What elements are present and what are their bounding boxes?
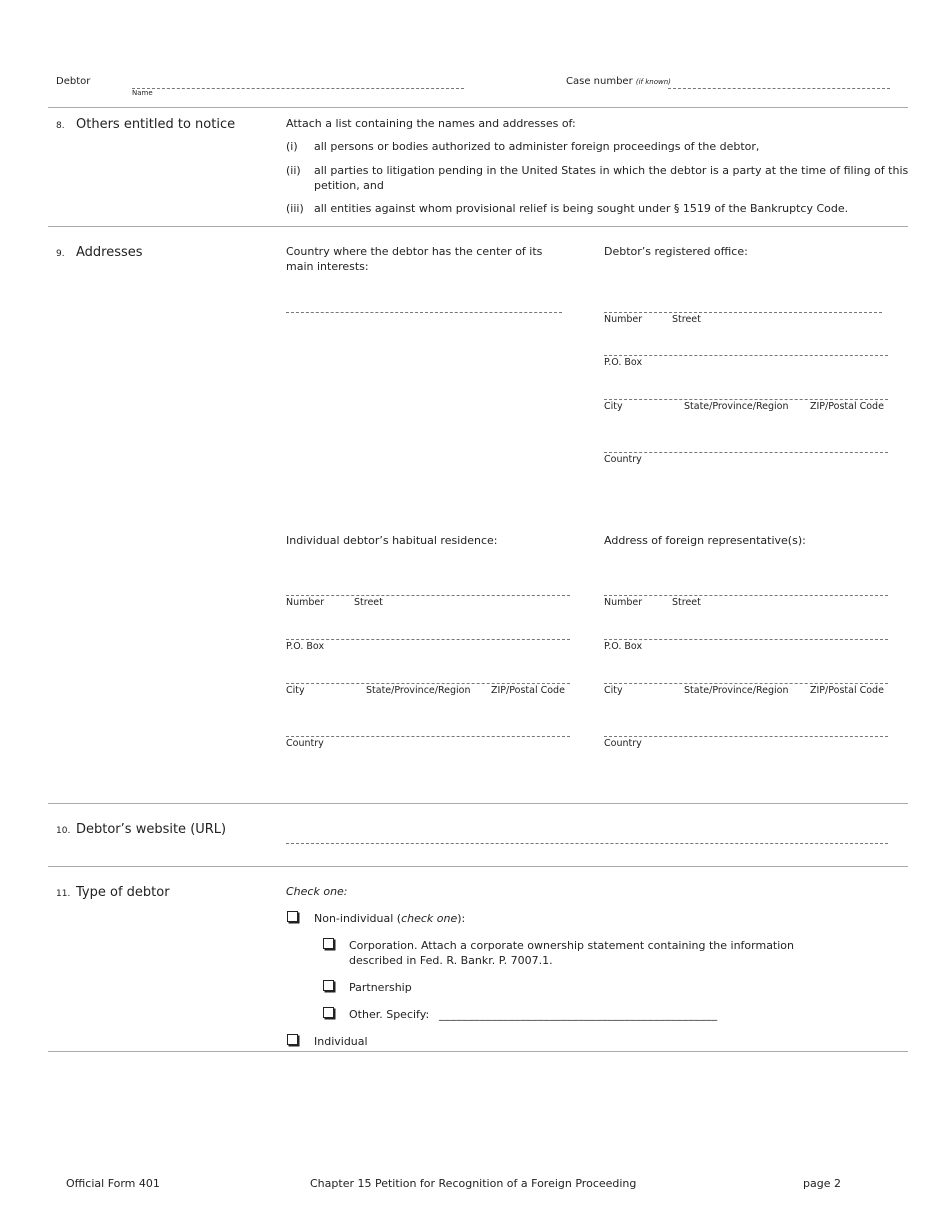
non-individual-text: Non-individual (	[314, 912, 402, 925]
registered-street-field[interactable]	[604, 312, 882, 313]
section-8-title: Others entitled to notice	[76, 117, 236, 132]
item-ii-text-line1: all parties to litigation pending in the United States in which the debtor is a party at the time of filing of this	[314, 164, 909, 177]
habitual-city-field[interactable]	[286, 683, 570, 684]
registered-zip-label: ZIP/Postal Code	[810, 401, 884, 412]
section-11-title: Type of debtor	[76, 885, 170, 900]
country-center-label-line1: Country where the debtor has the center of its	[286, 245, 543, 258]
corporation-label-line1: Corporation. Attach a corporate ownership statement containing the information	[349, 939, 795, 952]
habitual-city-label: City	[286, 685, 305, 696]
header-divider	[48, 107, 908, 108]
individual-label: Individual	[314, 1035, 368, 1048]
individual-checkbox[interactable]	[287, 1034, 298, 1045]
non-individual-label	[314, 912, 465, 925]
habitual-residence-label: Individual debtor’s habitual residence:	[286, 534, 498, 547]
case-number-text: Case number	[566, 76, 633, 87]
name-sublabel: Name	[132, 89, 153, 97]
foreign-rep-state-label: State/Province/Region	[684, 685, 789, 696]
habitual-street-field[interactable]	[286, 595, 570, 596]
item-i-marker: (i)	[286, 140, 298, 153]
country-center-label-line2: main interests:	[286, 260, 369, 273]
website-url-field[interactable]	[286, 843, 888, 844]
section-8-intro: Attach a list containing the names and addresses of:	[286, 117, 576, 130]
registered-pobox-field[interactable]	[604, 355, 888, 356]
registered-city-field[interactable]	[604, 399, 888, 400]
registered-street-label: Street	[672, 314, 701, 325]
foreign-rep-zip-label: ZIP/Postal Code	[810, 685, 884, 696]
foreign-rep-street-field[interactable]	[604, 595, 888, 596]
case-number-label	[566, 76, 671, 87]
check-one-inline: check one	[401, 912, 458, 925]
corporation-label-line2: described in Fed. R. Bankr. P. 7007.1.	[349, 954, 553, 967]
item-iii-marker: (iii)	[286, 202, 304, 215]
other-specify-field[interactable]: ________________________________________________	[439, 1008, 718, 1021]
foreign-rep-label: Address of foreign representative(s):	[604, 534, 806, 547]
habitual-country-label: Country	[286, 738, 324, 749]
debtor-label: Debtor	[56, 76, 91, 87]
registered-office-label: Debtor’s registered office:	[604, 245, 748, 258]
footer-form-title: Chapter 15 Petition for Recognition of a Foreign Proceeding	[310, 1177, 637, 1190]
habitual-country-field[interactable]	[286, 736, 570, 737]
item-iii-text: all entities against whom provisional relief is being sought under § 1519 of the Bankruptcy Code.	[314, 202, 849, 215]
habitual-street-label: Street	[354, 597, 383, 608]
section-9-number: 9.	[56, 249, 65, 259]
habitual-state-label: State/Province/Region	[366, 685, 471, 696]
foreign-rep-street-label: Street	[672, 597, 701, 608]
partnership-checkbox[interactable]	[323, 980, 334, 991]
section-10-divider	[48, 866, 908, 867]
foreign-rep-number-label: Number	[604, 597, 643, 608]
registered-country-field[interactable]	[604, 452, 888, 453]
foreign-rep-pobox-field[interactable]	[604, 639, 888, 640]
section-10-number: 10.	[56, 826, 71, 836]
section-11-number: 11.	[56, 889, 71, 899]
section-10-title: Debtor’s website (URL)	[76, 822, 227, 837]
section-9-divider	[48, 803, 908, 804]
corporation-checkbox[interactable]	[323, 938, 334, 949]
non-individual-checkbox[interactable]	[287, 911, 298, 922]
section-9-title: Addresses	[76, 245, 143, 260]
foreign-rep-country-label: Country	[604, 738, 642, 749]
habitual-number-label: Number	[286, 597, 325, 608]
other-label: Other. Specify:	[349, 1008, 430, 1021]
item-i-text: all persons or bodies authorized to administer foreign proceedings of the debtor,	[314, 140, 760, 153]
habitual-zip-label: ZIP/Postal Code	[491, 685, 565, 696]
registered-state-label: State/Province/Region	[684, 401, 789, 412]
country-center-field[interactable]	[286, 312, 562, 313]
check-one-instruction: Check one:	[286, 885, 348, 898]
habitual-pobox-label: P.O. Box	[286, 641, 325, 652]
foreign-rep-country-field[interactable]	[604, 736, 888, 737]
foreign-rep-city-field[interactable]	[604, 683, 888, 684]
registered-city-label: City	[604, 401, 623, 412]
section-8-number: 8.	[56, 121, 65, 131]
section-11-divider	[48, 1051, 908, 1052]
footer-form-number: Official Form 401	[66, 1177, 160, 1190]
footer-page-number: page 2	[803, 1177, 841, 1190]
partnership-label: Partnership	[349, 981, 412, 994]
item-ii-marker: (ii)	[286, 164, 301, 177]
registered-country-label: Country	[604, 454, 642, 465]
case-number-field[interactable]	[668, 88, 890, 89]
registered-number-label: Number	[604, 314, 643, 325]
foreign-rep-city-label: City	[604, 685, 623, 696]
if-known-note: (if known)	[635, 78, 671, 86]
registered-pobox-label: P.O. Box	[604, 357, 643, 368]
debtor-name-field[interactable]	[132, 88, 464, 89]
foreign-rep-pobox-label: P.O. Box	[604, 641, 643, 652]
other-checkbox[interactable]	[323, 1007, 334, 1018]
non-individual-end: ):	[457, 912, 466, 925]
habitual-pobox-field[interactable]	[286, 639, 570, 640]
item-ii-text-line2: petition, and	[314, 179, 384, 192]
section-8-divider	[48, 226, 908, 227]
